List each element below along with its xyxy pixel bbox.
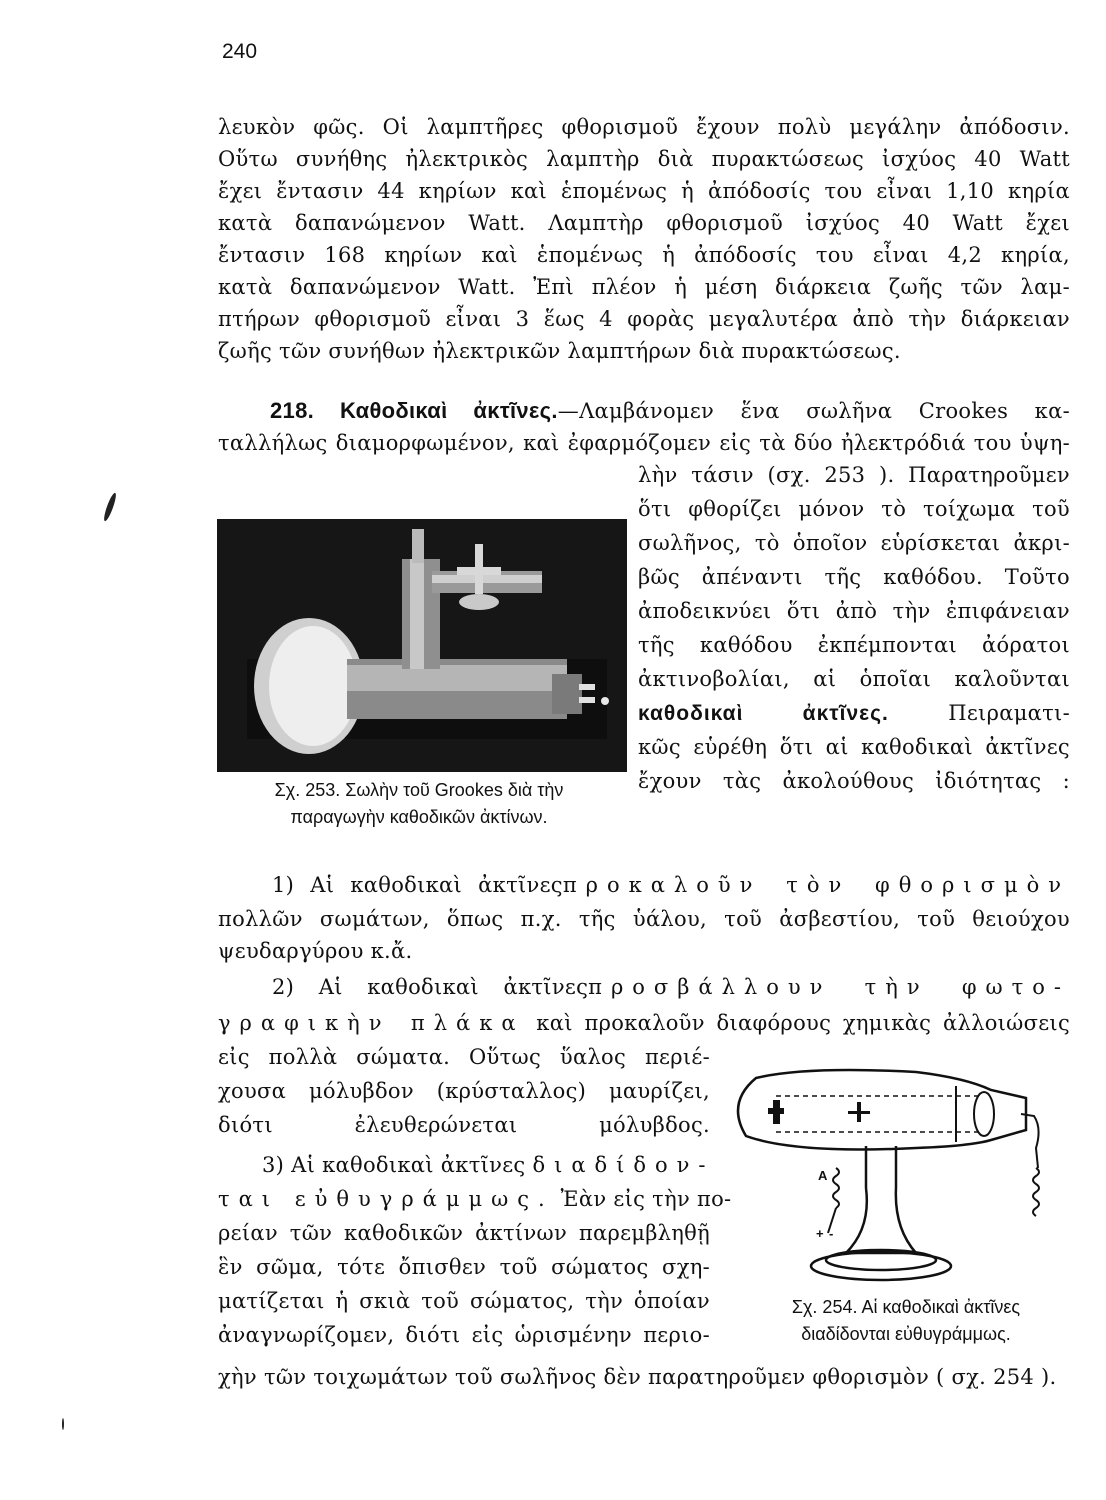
- text-line: [218, 1184, 732, 1214]
- text-line: διότι ἐλευθερώνεται μόλυβδος.: [218, 1113, 710, 1137]
- page-number: 240: [222, 40, 258, 63]
- figure-caption: [218, 777, 620, 831]
- crookes-tube-photo: [217, 519, 627, 772]
- text-line: [262, 1150, 715, 1180]
- text-line: πτήρων φθορισμοῦ εἶναι 3 ἕως 4 φορὰς μεγαλυτέρα ἀπὸ τὴν διάρκειαν: [218, 307, 1070, 331]
- text-line: ἔντασιν 168 κηρίων καὶ ἑπομένως ἡ ἀπόδοσίς του εἶναι 4,2 κηρία,: [218, 243, 1070, 267]
- text-line: λὴν τάσιν (σχ. 253 ). Παρατηροῦμεν: [638, 463, 1070, 487]
- spaced-text: γραφικὴν πλάκα: [218, 1011, 525, 1035]
- caption-line: διαδίδονται εὐθυγράμμως.: [801, 1324, 1011, 1344]
- text-line: [218, 1008, 1070, 1038]
- section-heading-line: [270, 396, 1070, 426]
- text-line: ἔχουν τὰς ἀκολούθους ἰδιότητας :: [638, 769, 1070, 793]
- section-heading: 218. Καθοδικαὶ ἀκτῖνες.: [270, 398, 558, 423]
- text-line: ζωῆς τῶν συνήθων ἠλεκτρικῶν λαμπτήρων διὰ πυρακτώσεως.: [218, 339, 901, 363]
- caption-line: Σχ. 254. Αἱ καθοδικαὶ ἀκτῖνες: [791, 1297, 1021, 1317]
- spaced-text: προκαλοῦν τὸν φθορισμὸν: [562, 873, 1070, 897]
- text-line: κατὰ δαπανώμενον Watt. Ἐπὶ πλέον ἡ μέση διάρκεια ζωῆς τῶν λαμ-: [218, 275, 1070, 299]
- text-fragment: 3) Αἱ καθοδικαὶ ἀκτῖνες: [262, 1153, 526, 1177]
- text-line: πολλῶν σωμάτων, ὅπως π.χ. τῆς ὑάλου, τοῦ ἀσβεστίου, τοῦ θειούχου: [218, 907, 1070, 931]
- section-heading-rest: —Λαμβάνομεν ἕνα σωλῆνα Crookes κα-: [557, 399, 1070, 423]
- text-line: βῶς ἀπέναντι τῆς καθόδου. Τοῦτο: [638, 565, 1070, 589]
- text-line: χουσα μόλυβδον (κρύσταλλος) μαυρίζει,: [218, 1079, 710, 1103]
- text-fragment: 2) Αἱ καθοδικαὶ ἀκτῖνες: [272, 975, 589, 999]
- text-line: ἓν σῶμα, τότε ὄπισθεν τοῦ σώματος σχη-: [218, 1255, 710, 1279]
- margin-mark: [62, 1418, 64, 1430]
- bold-term: καθοδικαὶ ἀκτῖνες.: [638, 702, 889, 725]
- text-line: [272, 972, 1070, 1002]
- text-line: Οὕτω συνήθης ἠλεκτρικὸς λαμπτὴρ διὰ πυρακτώσεως ἰσχύος 40 Watt: [218, 147, 1070, 171]
- text-fragment: Ἐὰν εἰς τὴν πο-: [553, 1187, 732, 1211]
- text-fragment: Πειραματι-: [888, 701, 1070, 725]
- spaced-text: διαδίδον-: [532, 1153, 715, 1177]
- text-line: ὅτι φθορίζει μόνον τὸ τοίχωμα τοῦ: [638, 497, 1070, 521]
- text-fragment: 1) Αἱ καθοδικαὶ ἀκτῖνες: [272, 873, 563, 897]
- text-line: ψευδαργύρου κ.ἄ.: [218, 939, 413, 963]
- text-line: εἰς πολλὰ σώματα. Οὕτως ὕαλος περιέ-: [218, 1045, 710, 1069]
- cathode-ray-tube-diagram: [716, 1058, 1056, 1298]
- text-line: ἀποδεικνύει ὅτι ἀπὸ τὴν ἐπιφάνειαν: [638, 599, 1070, 623]
- text-line: χὴν τῶν τοιχωμάτων τοῦ σωλῆνος δὲν παρατηροῦμεν φθορισμὸν ( σχ. 254 ).: [218, 1365, 1057, 1389]
- text-line: [638, 698, 1070, 729]
- margin-mark: [102, 492, 118, 522]
- caption-line: Σχ. 253. Σωλὴν τοῦ Grookes διὰ τὴν: [274, 780, 564, 800]
- text-fragment: καὶ προκαλοῦν διαφόρους χημικὰς ἀλλοιώσεις: [524, 1011, 1070, 1035]
- text-line: κατὰ δαπανώμενον Watt. Λαμπτὴρ φθορισμοῦ ἰσχύος 40 Watt ἔχει: [218, 211, 1070, 235]
- text-line: ρείαν τῶν καθοδικῶν ἀκτίνων παρεμβληθῇ: [218, 1221, 710, 1245]
- spaced-text: ται εὐθυγράμμως.: [218, 1187, 554, 1211]
- text-line: [272, 870, 1070, 900]
- spaced-text: προσβάλλουν τὴν φωτο-: [588, 975, 1071, 999]
- text-line: ἔχει ἔντασιν 44 κηρίων καὶ ἑπομένως ἡ ἀπόδοσίς του εἶναι 1,10 κηρία: [218, 179, 1070, 203]
- caption-line: παραγωγὴν καθοδικῶν ἀκτίνων.: [290, 807, 548, 827]
- label-minus: -: [829, 1226, 834, 1241]
- text-line: τῆς καθόδου ἐκπέμπονται ἀόρατοι: [638, 633, 1070, 657]
- text-line: κῶς εὑρέθη ὅτι αἱ καθοδικαὶ ἀκτῖνες: [638, 735, 1070, 759]
- label-a: A: [818, 1168, 828, 1183]
- text-line: λευκὸν φῶς. Οἱ λαμπτῆρες φθορισμοῦ ἔχουν πολὺ μεγάλην ἀπόδοσιν.: [218, 115, 1070, 139]
- text-line: ταλλήλως διαμορφωμένον, καὶ ἐφαρμόζομεν εἰς τὰ δύο ἠλεκτρόδιά του ὑψη-: [218, 431, 1070, 455]
- text-line: σωλῆνος, τὸ ὁποῖον εὑρίσκεται ἀκρι-: [638, 531, 1070, 555]
- text-line: ἀναγνωρίζομεν, διότι εἰς ὡρισμένην περιο-: [218, 1323, 710, 1347]
- text-line: ματίζεται ἡ σκιὰ τοῦ σώματος, τὴν ὁποίαν: [218, 1289, 710, 1313]
- label-plus: +: [816, 1226, 824, 1241]
- text-line: ἀκτινοβολίαι, αἱ ὁποῖαι καλοῦνται: [638, 667, 1070, 691]
- figure-caption: [742, 1294, 1070, 1348]
